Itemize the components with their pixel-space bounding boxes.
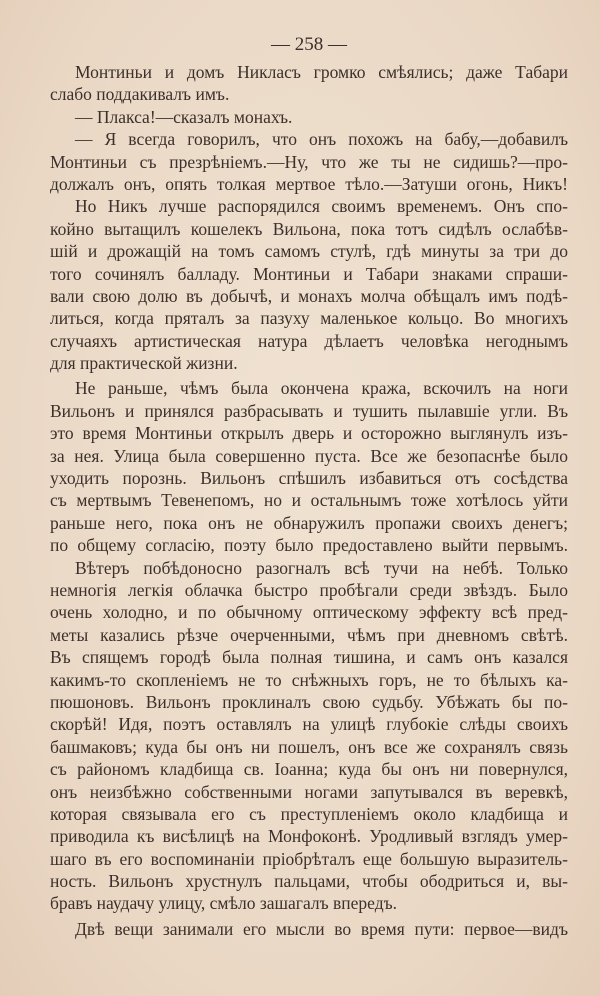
text-line: Въ спящемъ городѣ была полная тишина, и самъ онъ казался (50, 647, 568, 668)
text-line: для практической жизни. (50, 353, 238, 374)
text-line: онъ неизбѣжно собственными ногами запутывался въ веревкѣ, (50, 781, 568, 802)
text-line: съ райономъ кладбища св. Iоанна; куда бы онъ ни повернулся, (50, 759, 568, 780)
text-line: пюшоновъ. Вильонъ проклиналъ свою судьбу. Убѣжать бы по- (50, 691, 568, 712)
book-page (50, 30, 568, 940)
text-line: уходить порознь. Вильонъ спѣшилъ избавиться отъ сосѣдства (50, 468, 568, 489)
text-line: вали свою долю въ добычѣ, и монахъ молча обѣщалъ имъ подѣ- (50, 285, 568, 306)
text-line: того сочинялъ балладу. Монтиньи и Табари знаками спраши- (50, 263, 568, 284)
text-line: башмаковъ; куда бы онъ ни пошелъ, онъ все же сохранялъ связь (50, 736, 568, 757)
text-line: по общему согласiю, поэту было предоставлено выйти первымъ. (50, 535, 568, 556)
text-line: — Плакса!—сказалъ монахъ. (75, 106, 293, 127)
text-line: за нея. Улица была совершенно пуста. Все же безопаснѣе было (50, 445, 568, 466)
text-line: меты казались рѣзче очерченными, чѣмъ при дневномъ свѣтѣ. (50, 624, 568, 645)
text-line: койно вытащилъ кошелекъ Вильона, пока тотъ сидѣлъ ослабѣв- (50, 218, 568, 239)
text-line: слабо поддакивалъ имъ. (50, 84, 230, 105)
text-line: Монтиньи съ презрѣнiемъ.—Ну, что же ты не сидишь?—про- (50, 151, 568, 172)
text-line: случаяхъ артистическая натура дѣлаетъ человѣка негоднымъ (50, 330, 568, 351)
text-line: литься, когда пряталъ за пазуху маленькое кольцо. Во многихъ (50, 308, 568, 329)
text-line: очень холодно, и по обычному оптическому эффекту всѣ пред- (50, 602, 568, 623)
text-line: какимъ-то скопленiемъ не то снѣжныхъ горъ, не то бѣлыхъ ка- (50, 669, 568, 690)
text-line: скорѣй! Идя, поэтъ оставлялъ на улицѣ глубокiе слѣды своихъ (50, 714, 568, 735)
text-line: съ мертвымъ Тевенепомъ, но и остальнымъ тоже хотѣлось уйти (50, 490, 568, 511)
text-line: Вильонъ и принялся разбрасывать и тушить пылавшiе угли. Въ (50, 400, 568, 421)
text-line: бравъ наудачу улицу, смѣло зашагалъ впередъ. (50, 893, 398, 914)
text-line: — Я всегда говорилъ, что онъ похожъ на бабу,—добавилъ (75, 129, 568, 150)
text-line: шiй и дрожащiй на томъ самомъ стулѣ, гдѣ минуты за три до (50, 241, 568, 262)
text-line: должалъ онъ, опять толкая мертвое тѣло.—Затуши огонь, Никъ! (50, 173, 568, 194)
text-line: приводила къ висѣлицѣ на Монфоконѣ. Уродливый взглядъ умер- (50, 826, 568, 847)
text-line: Монтиньи и домъ Никласъ громко смѣялись; даже Табари (75, 62, 568, 82)
page-number: — 258 — (271, 34, 347, 55)
text-line: раньше него, пока онъ не обнаружилъ пропажи своихъ денегъ; (50, 512, 568, 533)
text-line: Но Никъ лучше распорядился своимъ временемъ. Онъ спо- (75, 196, 568, 217)
text-line: это время Монтиньи открылъ дверь и осторожно выглянулъ изъ- (50, 423, 568, 444)
text-line: Вѣтеръ побѣдоносно разогналъ всѣ тучи на небѣ. Только (75, 557, 568, 578)
text-line: ность. Вильонъ хрустнулъ пальцами, чтобы ободриться и, вы- (50, 871, 568, 892)
text-line: Двѣ вещи занимали его мысли во время пути: первое—видъ (75, 918, 568, 939)
text-line: которая связывала его съ преступленiемъ около кладбища и (50, 803, 568, 824)
text-line: немногiя легкiя облачка быстро пробѣгали среди звѣздъ. Было (50, 579, 568, 600)
text-line: Не раньше, чѣмъ была окончена кража, вскочилъ на ноги (75, 378, 568, 399)
text-line: шаго въ его воспоминанiи прiобрѣталъ еще большую выразитель- (50, 848, 568, 869)
